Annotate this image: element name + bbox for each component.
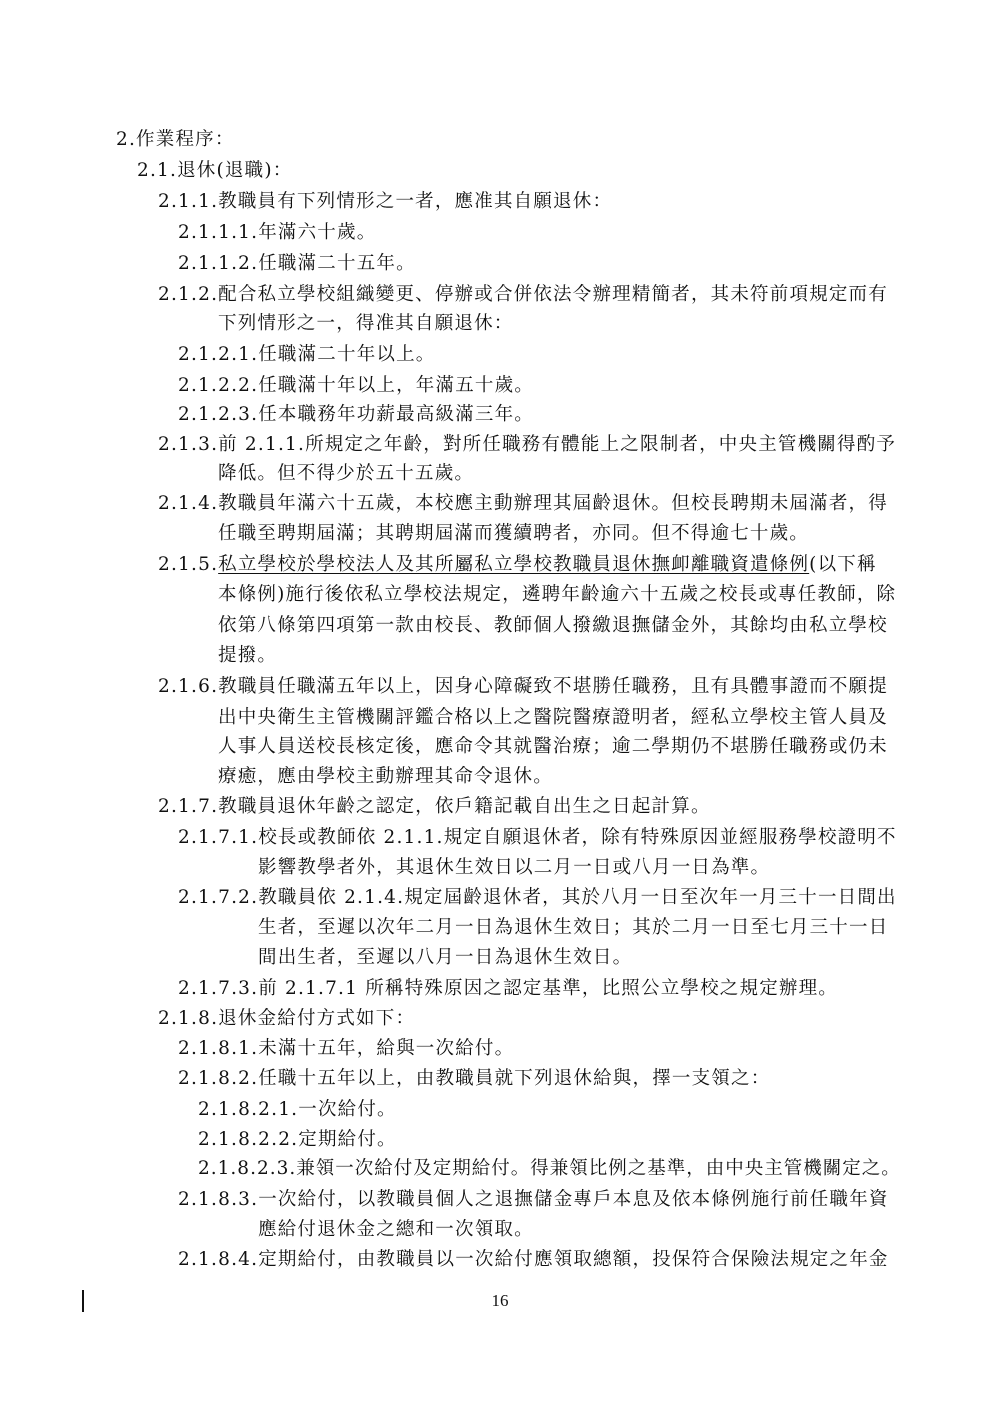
text-line: 2.1.7.教職員退休年齡之認定，依戶籍記載自出生之日起計算。 [158,796,711,817]
text-line: 依第八條第四項第一款由校長、教師個人撥繳退撫儲金外，其餘均由私立學校 [218,615,888,636]
text-line: 2.1.7.1.校長或教師依 2.1.1.規定自願退休者，除有特殊原因並經服務學校證明不 [178,827,897,848]
text-fragment: (以下稱 [809,554,877,575]
text-line: 2.1.4.教職員年滿六十五歲，本校應主動辦理其屆齡退休。但校長聘期未屆滿者，得 [158,493,888,514]
text-line: 2.1.2.3.任本職務年功薪最高級滿三年。 [178,404,535,425]
text-line: 2.1.8.2.2.定期給付。 [198,1129,397,1150]
item-number: 2.1.5. [158,554,219,575]
text-line: 出中央衛生主管機關評鑑合格以上之醫院醫療證明者，經私立學校主管人員及 [218,707,888,728]
text-line: 任職至聘期屆滿；其聘期屆滿而獲續聘者，亦同。但不得逾七十歲。 [218,523,810,544]
text-line: 2.1.2.2.任職滿十年以上，年滿五十歲。 [178,375,535,396]
text-line: 2.1.8.退休金給付方式如下： [158,1008,416,1029]
regulation-name: 私立學校於學校法人及其所屬私立學校教職員退休撫卹離職資遣條例 [218,554,810,575]
text-line: 2.1.2.1.任職滿二十年以上。 [178,344,436,365]
text-line: 2.1.7.3.前 2.1.7.1 所稱特殊原因之認定基準，比照公立學校之規定辦理。 [178,978,838,999]
text-line: 提撥。 [218,645,278,666]
text-line: 2.1.8.3.一次給付，以教職員個人之退撫儲金專戶本息及依本條例施行前任職年資 [178,1189,889,1210]
revision-bar [82,1290,84,1312]
text-line: 2.1.1.2.任職滿二十五年。 [178,253,416,274]
text-line: 2.1.2.配合私立學校組織變更、停辦或合併依法令辦理精簡者，其未符前項規定而有 [158,284,888,305]
text-line: 應給付退休金之總和一次領取。 [258,1219,534,1240]
text-line [158,552,877,578]
text-line: 2.1.8.2.任職十五年以上，由教職員就下列退休給與，擇一支領之： [178,1068,771,1089]
text-line: 2.1.8.4.定期給付，由教職員以一次給付應領取總額，投保符合保險法規定之年金 [178,1249,889,1270]
text-line: 2.1.8.2.3.兼領一次給付及定期給付。得兼領比例之基準，由中央主管機關定之。 [198,1158,901,1179]
text-line: 2.1.8.1.未滿十五年，給與一次給付。 [178,1038,515,1059]
text-line: 人事人員送校長核定後，應命令其就醫治療；逾二學期仍不堪勝任職務或仍未 [218,736,888,757]
text-line: 2.作業程序： [116,129,235,150]
text-line: 間出生者，至遲以八月一日為退休生效日。 [258,947,633,968]
text-line: 降低。但不得少於五十五歲。 [218,463,475,484]
text-line: 2.1.8.2.1.一次給付。 [198,1099,397,1120]
text-line: 2.1.1.1.年滿六十歲。 [178,222,377,243]
text-line: 2.1.3.前 2.1.1.所規定之年齡，對所任職務有體能上之限制者，中央主管機關得酌予 [158,434,897,455]
text-line: 本條例)施行後依私立學校法規定，遴聘年齡逾六十五歲之校長或專任教師，除 [218,584,897,605]
text-line: 影響教學者外，其退休生效日以二月一日或八月一日為準。 [258,857,771,878]
text-line: 療癒，應由學校主動辦理其命令退休。 [218,766,553,787]
text-line: 下列情形之一，得准其自願退休： [218,313,514,334]
text-line: 生者，至遲以次年二月一日為退休生效日；其於二月一日至七月三十一日 [258,917,889,938]
text-line: 2.1.7.2.教職員依 2.1.4.規定屆齡退休者，其於八月一日至次年一月三十一日間出 [178,887,897,908]
text-line: 2.1.6.教職員任職滿五年以上，因身心障礙致不堪勝任職務，且有具體事證而不願提 [158,676,888,697]
text-line: 2.1.退休(退職)： [137,160,293,181]
text-line: 2.1.1.教職員有下列情形之一者，應准其自願退休： [158,191,613,212]
page-number: 16 [491,1291,509,1310]
